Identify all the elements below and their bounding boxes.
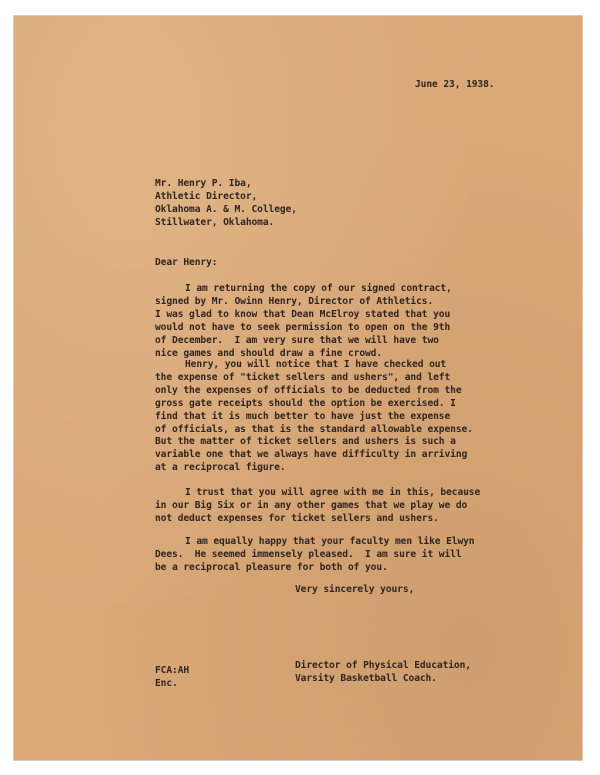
paragraph-line: the expense of "ticket sellers and ushers", and left [155, 371, 451, 383]
reference-initials [155, 665, 189, 691]
paragraph-line: of officials, as that is the standard allowable expense. [155, 423, 473, 435]
paragraph-line: in our Big Six or in any other games that we play we do [155, 499, 468, 511]
paragraph-line: of December. I am very sure that we will have two [155, 334, 439, 346]
address-line: Mr. Henry P. Iba, [155, 178, 252, 189]
complimentary-close: Very sincerely yours, [295, 584, 415, 595]
paragraph-line: I am returning the copy of our signed contract, [185, 283, 452, 294]
initials-line: FCA:AH [155, 665, 190, 676]
paragraph-line: Dees. He seemed immensely pleased. I am sure it will [155, 548, 462, 560]
paragraph-line: signed by Mr. Owinn Henry, Director of Athletics. [155, 295, 434, 307]
paragraph-line: find that it is much better to have just the expense [155, 410, 451, 422]
signature-title [295, 660, 471, 686]
paragraph-line: not deduct expenses for ticket sellers and ushers. [155, 512, 439, 524]
salutation: Dear Henry: [155, 257, 218, 268]
enclosure-line: Enc. [155, 677, 178, 689]
paragraph-line: at a reciprocal figure. [155, 462, 286, 474]
letter-date: June 23, 1938. [415, 79, 495, 90]
body-paragraph-3 [155, 487, 480, 526]
paragraph-line: be a reciprocal pleasure for both of you. [155, 561, 388, 573]
body-paragraph-2 [155, 359, 473, 475]
paragraph-line: I trust that you will agree with me in this, because [185, 487, 481, 498]
paragraph-line: gross gate receipts should the option be exercised. I [155, 397, 456, 409]
address-line: Stillwater, Oklahoma. [155, 216, 275, 228]
paragraph-line: variable one that we always have difficulty in arriving [155, 449, 468, 461]
paragraph-line: would not have to seek permission to open on the 9th [155, 321, 451, 333]
title-line: Varsity Basketball Coach. [295, 672, 437, 684]
paragraph-line: I was glad to know that Dean McElroy stated that you [155, 308, 451, 320]
title-line: Director of Physical Education, [295, 660, 471, 671]
body-paragraph-4 [155, 536, 474, 575]
address-line: Oklahoma A. & M. College, [155, 203, 297, 215]
paragraph-line: I am equally happy that your faculty men like Elwyn [185, 536, 475, 547]
paragraph-line: But the matter of ticket sellers and ushers is such a [155, 436, 456, 448]
paragraph-line: nice games and should draw a fine crowd. [155, 347, 383, 359]
paragraph-line: only the expenses of officials to be deducted from the [155, 384, 462, 396]
address-line: Athletic Director, [155, 190, 258, 202]
recipient-address [155, 178, 297, 230]
paragraph-line: Henry, you will notice that I have checked out [185, 359, 447, 370]
body-paragraph-1 [155, 283, 452, 360]
